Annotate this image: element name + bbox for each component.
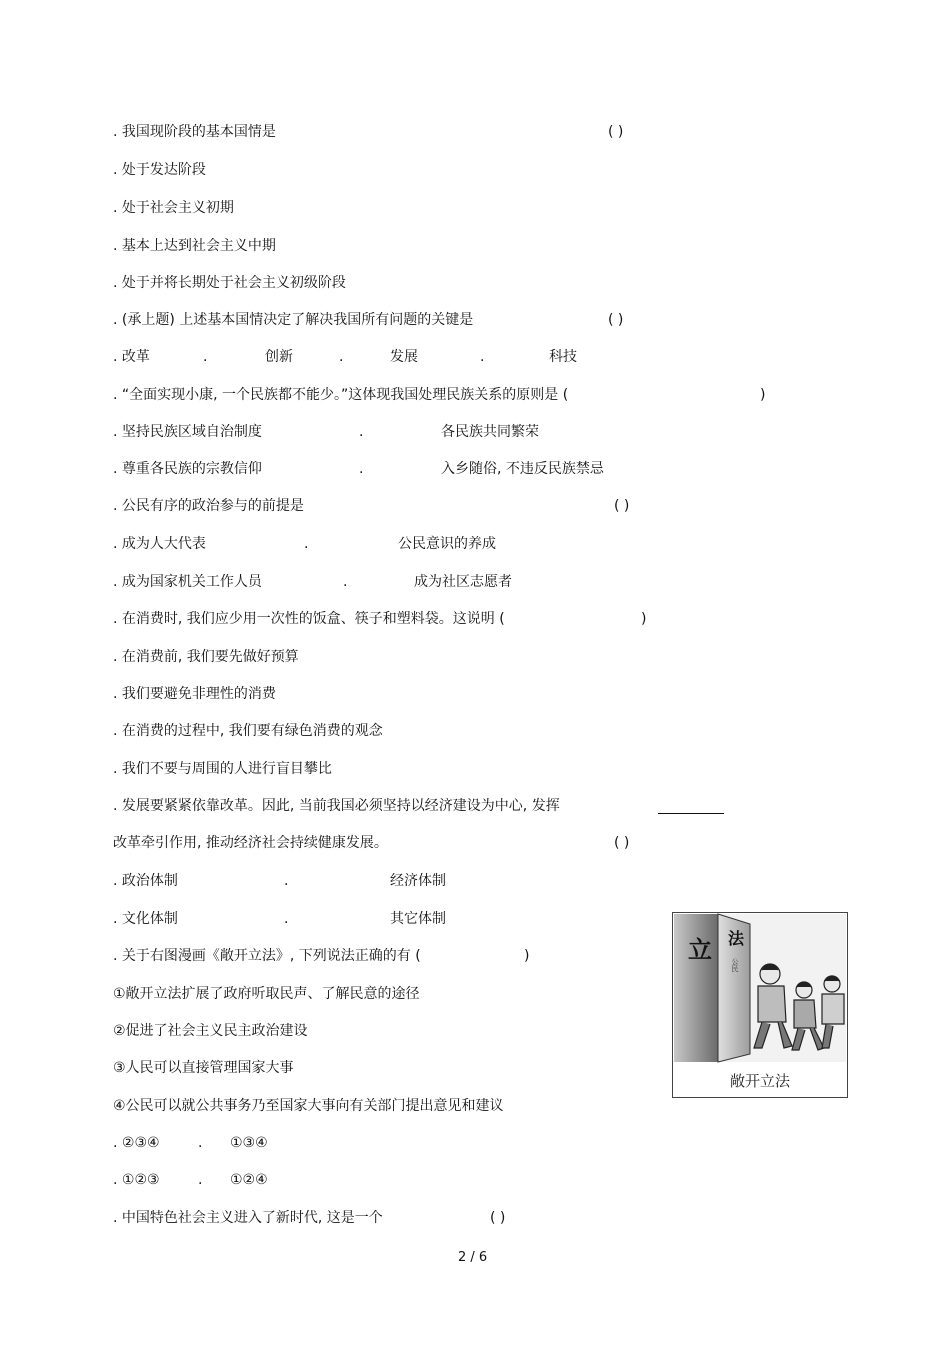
question-8-stem: . 中国特色社会主义进入了新时代, 这是一个 — [113, 1210, 383, 1226]
option-c: 发展 — [390, 349, 418, 365]
option-separator: . — [359, 424, 364, 440]
cartoon-sign-door: 法 — [728, 929, 745, 948]
option-d: 成为社区志愿者 — [414, 574, 512, 590]
option-c: . 基本上达到社会主义中期 — [113, 238, 276, 254]
option-a: . 改革 — [113, 349, 150, 365]
question-7-stem: . 关于右图漫画《敞开立法》, 下列说法正确的有 ( — [113, 948, 421, 964]
question-2-stem: . (承上题) 上述基本国情决定了解决我国所有问题的关键是 — [113, 312, 474, 328]
answer-bracket: ( ) — [614, 498, 630, 514]
question-3-stem: . “全面实现小康, 一个民族都不能少。”这体现我国处理民族关系的原则是 ( — [113, 387, 569, 403]
option-c: . 文化体制 — [113, 911, 178, 927]
option-a: . ②③④ — [113, 1135, 160, 1151]
option-c: . 在消费的过程中, 我们要有绿色消费的观念 — [113, 723, 383, 739]
answer-bracket: ( ) — [490, 1210, 506, 1226]
page-number: 2 / 6 — [458, 1250, 488, 1265]
option-separator: . — [284, 873, 289, 889]
option-c: . ①②③ — [113, 1172, 160, 1188]
option-d: 入乡随俗, 不违反民族禁忌 — [441, 461, 604, 477]
question-6-stem: . 发展要紧紧依靠改革。因此, 当前我国必须坚持以经济建设为中心, 发挥 — [113, 798, 560, 814]
option-separator: . — [198, 1135, 203, 1151]
option-separator: . — [480, 349, 485, 365]
answer-bracket: ( ) — [608, 124, 624, 140]
option-d: 其它体制 — [390, 911, 446, 927]
option-a: . 政治体制 — [113, 873, 178, 889]
option-a: . 成为人大代表 — [113, 536, 206, 552]
cartoon-door-label: 公民 — [731, 958, 739, 972]
option-a: . 坚持民族区域自治制度 — [113, 424, 262, 440]
option-separator: . — [359, 461, 364, 477]
statement-3: ③人民可以直接管理国家大事 — [113, 1060, 294, 1076]
answer-bracket: ( ) — [614, 835, 630, 851]
option-c: . 成为国家机关工作人员 — [113, 574, 262, 590]
question-6-stem-cont: 改革牵引作用, 推动经济社会持续健康发展。 — [113, 835, 388, 851]
question-5-stem: . 在消费时, 我们应少用一次性的饭盒、筷子和塑料袋。这说明 ( — [113, 611, 505, 627]
option-d: ①②④ — [230, 1172, 268, 1188]
answer-bracket-close: ) — [760, 387, 766, 403]
option-separator: . — [198, 1172, 203, 1188]
option-b: 各民族共同繁荣 — [441, 424, 539, 440]
answer-bracket-close: ) — [524, 948, 530, 964]
option-b: 创新 — [265, 349, 293, 365]
option-b: . 我们要避免非理性的消费 — [113, 686, 276, 702]
option-a: . 处于发达阶段 — [113, 162, 206, 178]
answer-bracket: ( ) — [608, 312, 624, 328]
cartoon-caption: 敞开立法 — [729, 1072, 790, 1090]
option-separator: . — [203, 349, 208, 365]
option-a: . 在消费前, 我们要先做好预算 — [113, 649, 299, 665]
statement-2: ②促进了社会主义民主政治建设 — [113, 1023, 308, 1039]
answer-bracket-close: ) — [641, 611, 647, 627]
option-d: . 处于并将长期处于社会主义初级阶段 — [113, 275, 346, 291]
option-b: ①③④ — [230, 1135, 268, 1151]
option-b: 公民意识的养成 — [398, 536, 496, 552]
option-separator: . — [339, 349, 344, 365]
option-separator: . — [304, 536, 309, 552]
question-4-stem: . 公民有序的政治参与的前提是 — [113, 498, 304, 514]
option-b: . 处于社会主义初期 — [113, 200, 234, 216]
option-d: 科技 — [549, 349, 577, 365]
statement-4: ④公民可以就公共事务乃至国家大事向有关部门提出意见和建议 — [113, 1098, 504, 1114]
option-d: . 我们不要与周围的人进行盲目攀比 — [113, 761, 332, 777]
statement-1: ①敞开立法扩展了政府听取民声、了解民意的途径 — [113, 986, 420, 1002]
option-separator: . — [343, 574, 348, 590]
fill-in-blank — [658, 813, 724, 814]
option-b: 经济体制 — [390, 873, 446, 889]
cartoon-open-legislation — [672, 912, 848, 1098]
question-1-stem: . 我国现阶段的基本国情是 — [113, 124, 276, 140]
option-separator: . — [284, 911, 289, 927]
option-c: . 尊重各民族的宗教信仰 — [113, 461, 262, 477]
cartoon-sign-top: 立 — [688, 936, 712, 964]
